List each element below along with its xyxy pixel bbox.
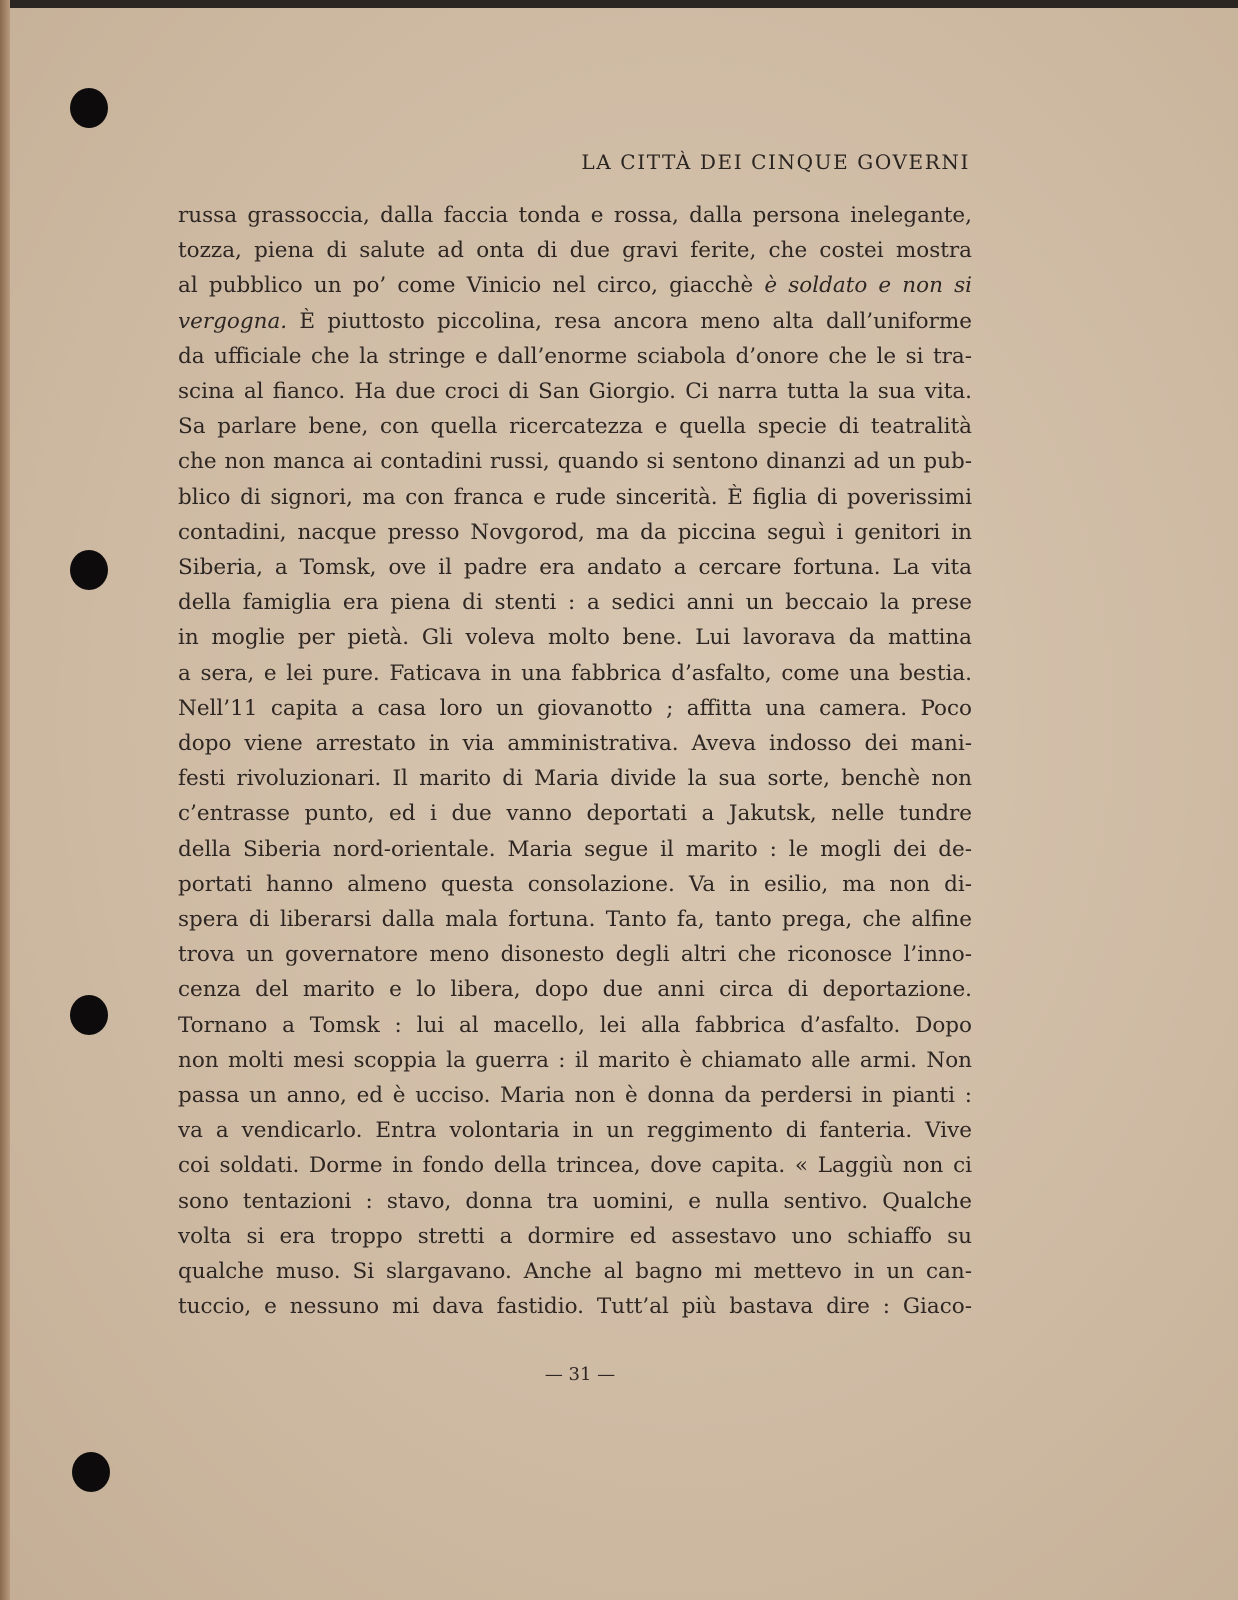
text-line: trova un governatore meno disonesto degli altri che riconosce l’inno- bbox=[178, 942, 972, 968]
text-line bbox=[178, 268, 972, 303]
text-line: sono tentazioni : stavo, donna tra uomini, e nulla sentivo. Qualche bbox=[178, 1188, 972, 1214]
text-line: dopo viene arrestato in via amministrativa. Aveva indosso dei mani- bbox=[178, 731, 972, 757]
text-line: Siberia, a Tomsk, ove il padre era andato a cercare fortuna. La vita bbox=[178, 555, 972, 581]
text-line bbox=[178, 304, 972, 339]
text-line: scina al fianco. Ha due croci di San Giorgio. Ci narra tutta la sua vita. bbox=[178, 379, 972, 405]
italic-phrase: vergogna. bbox=[178, 308, 288, 334]
text-line: tuccio, e nessuno mi dava fastidio. Tutt’al più bastava dire : Giaco- bbox=[178, 1294, 972, 1320]
text-line: cenza del marito e lo libera, dopo due anni circa di deportazione. bbox=[178, 977, 972, 1003]
text-segment: al pubblico un po’ come Vinicio nel circo, giacchè bbox=[178, 273, 754, 299]
text-line: va a vendicarlo. Entra volontaria in un reggimento di fanteria. Vive bbox=[178, 1118, 972, 1144]
text-line: spera di liberarsi dalla mala fortuna. Tanto fa, tanto prega, che alfine bbox=[178, 907, 972, 933]
text-line: Nell’11 capita a casa loro un giovanotto ; affitta una camera. Poco bbox=[178, 695, 972, 721]
binder-hole bbox=[70, 88, 108, 128]
text-line: Tornano a Tomsk : lui al macello, lei alla fabbrica d’asfalto. Dopo bbox=[178, 1012, 972, 1038]
body-text bbox=[178, 198, 972, 1325]
text-line: c’entrasse punto, ed i due vanno deportati a Jakutsk, nelle tundre bbox=[178, 801, 972, 827]
page-top-edge bbox=[0, 0, 1238, 8]
text-line: a sera, e lei pure. Faticava in una fabbrica d’asfalto, come una bestia. bbox=[178, 660, 972, 686]
binder-hole bbox=[72, 1452, 110, 1492]
text-line: in moglie per pietà. Gli voleva molto bene. Lui lavorava da mattina bbox=[178, 625, 972, 651]
text-line: della famiglia era piena di stenti : a sedici anni un beccaio la prese bbox=[178, 590, 972, 616]
text-line: blico di signori, ma con franca e rude sincerità. È figlia di poverissimi bbox=[178, 484, 972, 510]
text-line: russa grassoccia, dalla faccia tonda e rossa, dalla persona inelegante, bbox=[178, 203, 972, 228]
running-header: LA CITTÀ DEI CINQUE GOVERNI bbox=[581, 150, 970, 174]
text-line: qualche muso. Si slargavano. Anche al bagno mi mettevo in un can- bbox=[178, 1259, 972, 1285]
text-line: coi soldati. Dorme in fondo della trincea, dove capita. « Laggiù non ci bbox=[178, 1153, 972, 1179]
text-line: che non manca ai contadini russi, quando si sentono dinanzi ad un pub- bbox=[178, 449, 972, 475]
text-line: portati hanno almeno questa consolazione. Va in esilio, ma non di- bbox=[178, 871, 972, 897]
binder-hole bbox=[70, 550, 108, 590]
page-left-edge bbox=[0, 0, 10, 1600]
text-line: non molti mesi scoppia la guerra : il marito è chiamato alle armi. Non bbox=[178, 1047, 972, 1073]
text-line: da ufficiale che la stringe e dall’enorme sciabola d’onore che le si tra- bbox=[178, 343, 972, 369]
text-line: contadini, nacque presso Novgorod, ma da piccina seguì i genitori in bbox=[178, 519, 972, 545]
text-line: festi rivoluzionari. Il marito di Maria divide la sua sorte, benchè non bbox=[178, 766, 972, 792]
text-line: della Siberia nord-orientale. Maria segue il marito : le mogli dei de- bbox=[178, 836, 972, 862]
page-number: — 31 — bbox=[544, 1364, 616, 1385]
text-line: passa un anno, ed è ucciso. Maria non è donna da perdersi in pianti : bbox=[178, 1083, 972, 1109]
text-segment: È piuttosto piccolina, resa ancora meno alta dall’uniforme bbox=[287, 308, 972, 334]
italic-phrase: è soldato e non si bbox=[764, 273, 972, 299]
text-line: tozza, piena di salute ad onta di due gravi ferite, che costei mostra bbox=[178, 238, 972, 264]
text-line: Sa parlare bene, con quella ricercatezza e quella specie di teatralità bbox=[178, 414, 972, 440]
binder-hole bbox=[70, 995, 108, 1035]
text-line: volta si era troppo stretti a dormire ed assestavo uno schiaffo su bbox=[178, 1223, 972, 1249]
